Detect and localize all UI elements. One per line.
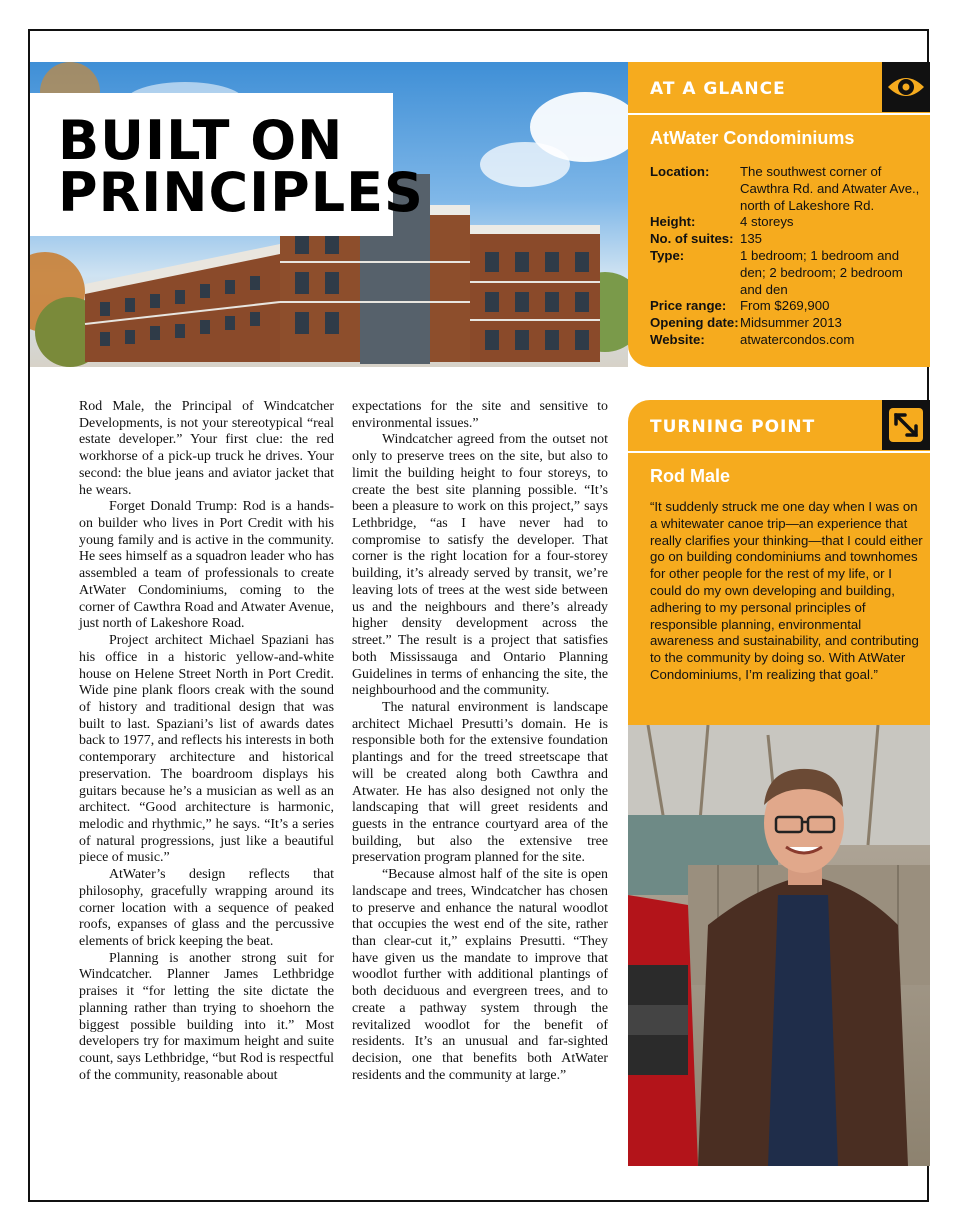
turning-point-panel: [628, 400, 930, 725]
turning-point-header: [628, 400, 930, 450]
fact-row-website: [650, 332, 925, 349]
header-divider: [628, 451, 930, 453]
rod-male-portrait-photo: [628, 725, 930, 1166]
fact-label: Price range:: [650, 298, 727, 314]
person-name: Rod Male: [650, 466, 731, 486]
title-line-2: PRINCIPLES: [58, 161, 424, 224]
fact-label: No. of suites:: [650, 231, 734, 247]
turning-point-heading: TURNING POINT: [650, 417, 816, 437]
header-divider: [628, 113, 930, 115]
pull-quote: “It suddenly struck me one day when I was on a whitewater canoe trip—an experience that really clarifies your thinking—that I could either go on building condominiums and townhomes for other people for the rest of my life, or I could do my own developing and building, adhering to my personal principles of responsible planning, environmental awareness and sustainability, and contributing to the community by doing so. With AtWater Condominiums, I’m realizing that goal.”: [650, 499, 923, 682]
fact-value: From $269,900: [740, 298, 830, 314]
fact-label: Location:: [650, 164, 710, 179]
fact-label: Website:: [650, 331, 705, 347]
fact-row-type: [650, 248, 925, 298]
fact-value: 4 storeys: [740, 214, 794, 230]
page-title: [58, 109, 424, 224]
fact-row-suites: [650, 231, 925, 248]
paragraph: Planning is another strong suit for Windcatcher. Planner James Lethbridge praises it “for letting the site dictate the planning rather than trying to shoehorn the biggest possible building into it.” Most developers try for maximum height and suite count, says Lethbridge, “but Rod is respectful of the community, reasonable about: [79, 950, 334, 1083]
paragraph: Rod Male, the Principal of Windcatcher Developments, is not your stereotypical “real estate developer.” Your first clue: the red workhorse of a pick-up truck he drives. Your second: the blue jeans and aviator jacket that he wears.: [79, 399, 334, 498]
fact-label: Height:: [650, 214, 696, 230]
website-link[interactable]: atwatercondos.com: [740, 331, 855, 347]
facts-list: [650, 164, 925, 349]
eye-icon: [882, 62, 930, 112]
paragraph: AtWater’s design reflects that philosophy, gracefully wrapping around its corner location with a sequence of peaked roofs, expanses of glass and the percussive elements of brick keeping the beat.: [79, 867, 334, 949]
fact-value: Midsummer 2013: [740, 315, 842, 331]
article-column-2: [352, 399, 608, 1084]
paragraph: The natural environment is landscape architect Michael Presutti’s domain. He is responsible both for the extensive foundation plantings and for the treed streetscape that will be created along both Cawthra and Atwater. He has also designed not only the landscaping that will greet residents and guests in the entrance courtyard area of the building, but also the extensive tree preservation program planned for the site.: [352, 699, 608, 866]
article-column-1: [79, 399, 334, 1084]
paragraph: Project architect Michael Spaziani has his office in a historic yellow-and-white house on Helene Street North in Port Credit. Wide pine plank floors creak with the sound of history and traditional design that was built to last. Spaziani’s list of awards dates back to 1977, and reflects his interests in both contemporary architecture and historical preservation. The boardroom displays his guitars because he’s a musician as well as an architect. “Good architecture is harmonic, melodic and rhythmic,” he says. “It’s a series of natural progressions, just like a beautiful piece of music.”: [79, 633, 334, 866]
fact-value: 1 bedroom; 1 bedroom and den; 2 bedroom; 2 bedroom and den: [740, 247, 903, 297]
paragraph: expectations for the site and sensitive to environmental issues.”: [352, 399, 608, 431]
project-name: AtWater Condominiums: [650, 128, 855, 148]
fact-row-opening: [650, 315, 925, 332]
paragraph: Windcatcher agreed from the outset not only to preserve trees on the site, but also to limit the building height to four storeys, to create the best site planning possible. “It’s been a pleasure to work on this project,” says Lethbridge, “as I have never had to compromise to satisfy the developer. That corner is the right location for a four-storey building, it’s already served by transit, we’re leaving lots of trees at the west side between us and the neighbours and there’s already higher density development across the street.” The result is a project that satisfies both Mississauga and Ontario Planning Guidelines in terms of enhancing the site, the neighbourhood and the community.: [352, 432, 608, 699]
title-line-1: BUILT ON: [58, 109, 344, 172]
at-a-glance-panel: [628, 62, 930, 367]
paragraph: “Because almost half of the site is open landscape and trees, Windcatcher has chosen to preserve and enhance the natural woodlot that occupies the west end of the site, rather than clear-cut it,” explains Presutti. “They have given us the mandate to improve that woodlot further with additional plantings of both deciduous and evergreen trees, and to create a pathway system through the revitalized woodlot for the benefit of residents. It’s an unusual and far-sighted decision, one that benefits both AtWater residents and the community at large.”: [352, 867, 608, 1083]
at-a-glance-header: [628, 62, 930, 112]
fact-row-location: [650, 164, 925, 214]
fact-value: The southwest corner of Cawthra Rd. and Atwater Ave., north of Lakeshore Rd.: [740, 164, 920, 213]
fact-value: 135: [740, 231, 763, 247]
fact-row-height: [650, 214, 925, 231]
fact-row-price: [650, 298, 925, 315]
expand-arrows-icon: [882, 400, 930, 450]
at-a-glance-heading: AT A GLANCE: [650, 79, 786, 99]
fact-label: Type:: [650, 247, 685, 263]
fact-label: Opening date:: [650, 315, 739, 331]
paragraph: Forget Donald Trump: Rod is a hands-on builder who lives in Port Credit with his young family and is active in the community. He sees himself as a squadron leader who has assembled a team of professionals to create AtWater Condominiums, coming to the corner of Cawthra Road and Atwater Avenue, just north of Lakeshore Road.: [79, 499, 334, 632]
